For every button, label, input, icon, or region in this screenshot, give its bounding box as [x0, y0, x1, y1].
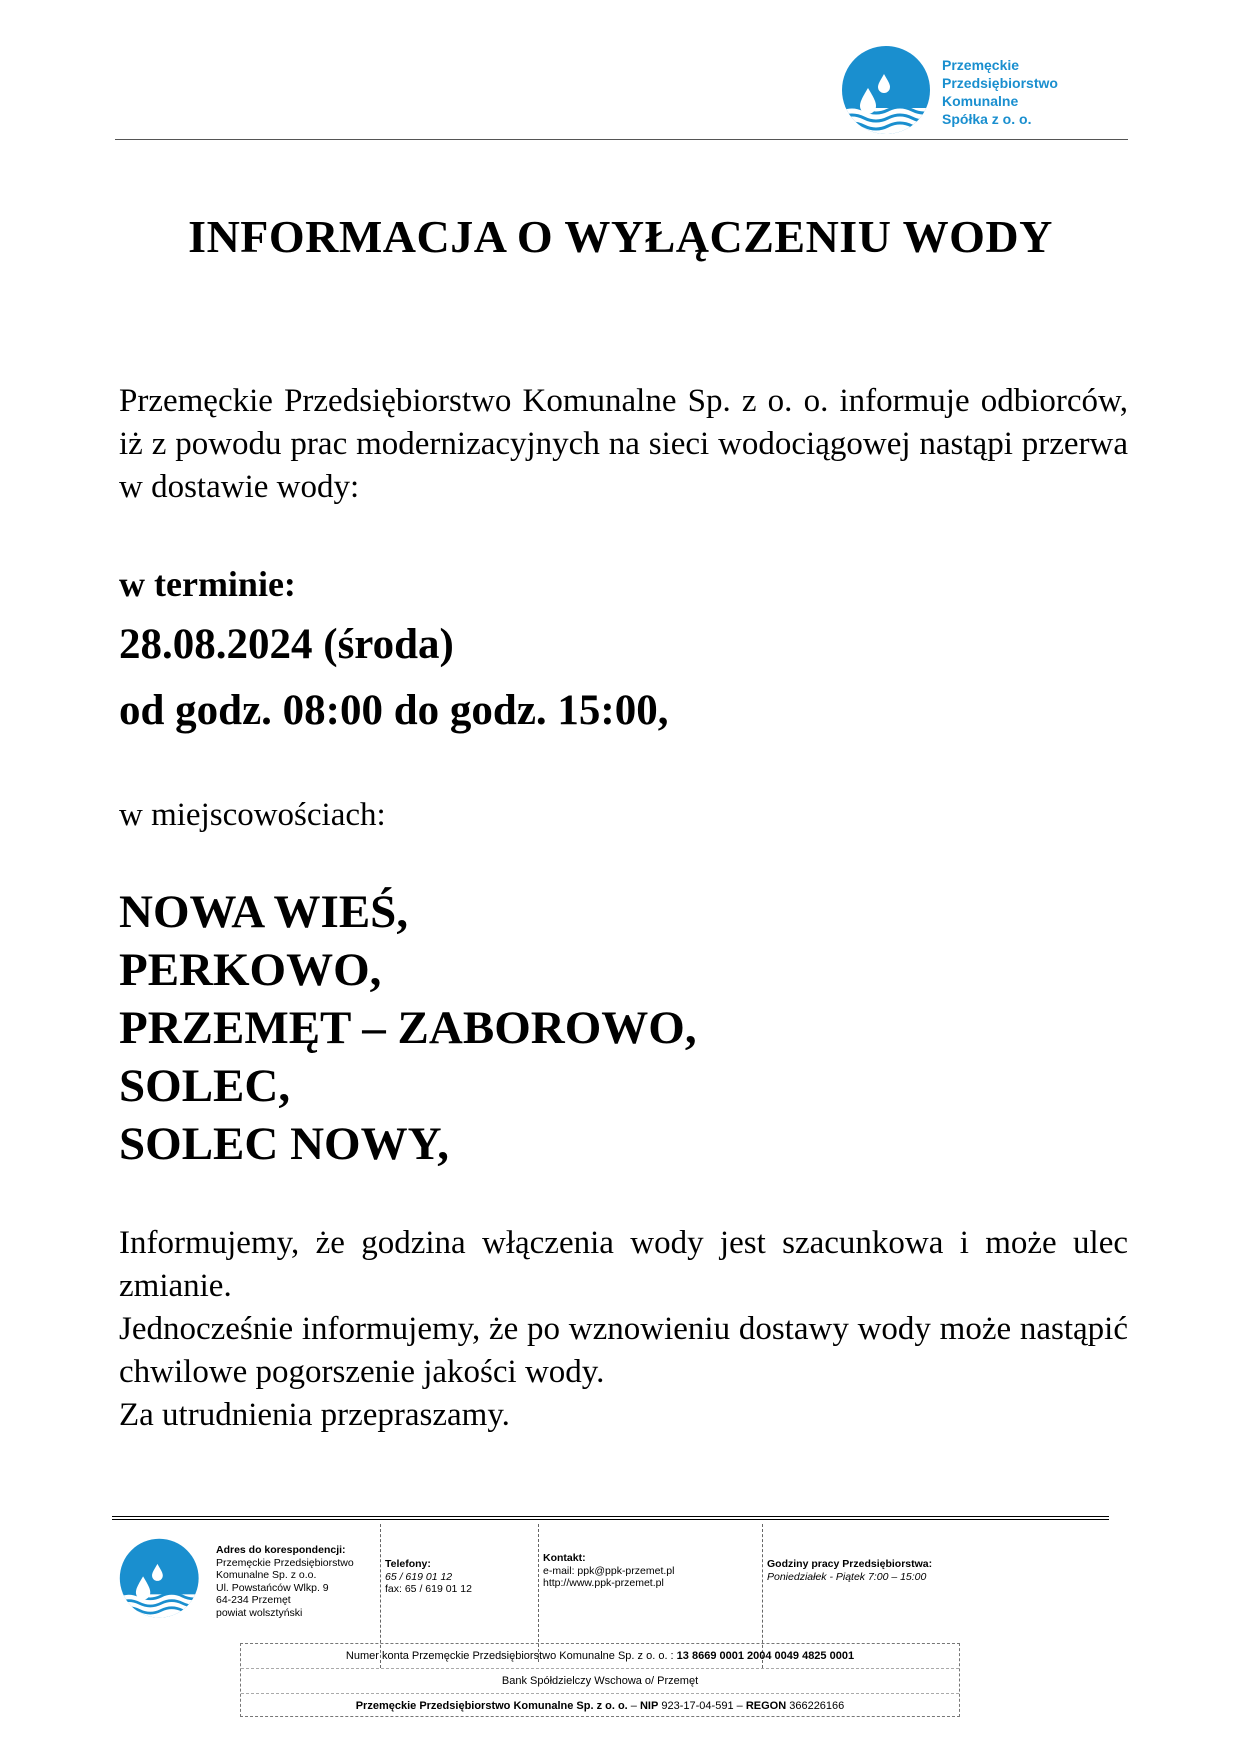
- bank-name: Bank Spółdzielczy Wschowa o/ Przemęt: [501, 1675, 699, 1687]
- bank-name-row: [241, 1668, 959, 1693]
- nip-label: NIP: [639, 1700, 659, 1712]
- brand-line: Komunalne: [942, 93, 1019, 109]
- fax-number: fax: 65 / 619 01 12: [385, 1583, 472, 1595]
- outage-date: 28.08.2024 (środa): [119, 621, 454, 668]
- address-line: Ul. Powstańców Wlkp. 9: [216, 1581, 329, 1594]
- email-link[interactable]: e-mail: ppk@ppk-przemet.pl: [543, 1564, 675, 1577]
- address-line: Przemęckie Przedsiębiorstwo: [216, 1556, 354, 1569]
- hours-value: Poniedziałek - Piątek 7:00 – 15:00: [767, 1570, 927, 1583]
- nip-value: 923-17-04-591: [661, 1700, 734, 1712]
- footer-address: [216, 1524, 376, 1654]
- water-drop-waves-icon: [118, 1537, 204, 1623]
- bank-account-row: [241, 1644, 959, 1668]
- page-title: INFORMACJA O WYŁĄCZENIU WODY: [188, 211, 1053, 262]
- account-label: Numer konta Przemęckie Przedsiębiorstwo Komunalne Sp. z o. o. :: [345, 1650, 674, 1662]
- contact-heading: Kontakt:: [543, 1552, 586, 1564]
- closing-paragraph: [119, 1222, 1128, 1437]
- website-link[interactable]: http://www.ppk-przemet.pl: [543, 1577, 664, 1589]
- brand-line: Przemęckie: [942, 57, 1020, 73]
- address-line: Komunalne Sp. z o.o.: [216, 1569, 317, 1581]
- hours-heading: Godziny pracy Przedsiębiorstwa:: [767, 1558, 933, 1570]
- account-number: 13 8669 0001 2004 0049 4825 0001: [676, 1650, 855, 1662]
- brand-line: Przedsiębiorstwo: [942, 75, 1058, 91]
- intro-paragraph: Przemęckie Przedsiębiorstwo Komunalne Sp. z o. o. informuje odbiorców, iż z powodu prac modernizacyjnych na sieci wodociągowej nastąpi przerwa w dostawie wody:: [119, 383, 1128, 505]
- address-line: powiat wolsztyński: [216, 1606, 303, 1619]
- closing-line: Za utrudnienia przepraszamy.: [119, 1397, 510, 1433]
- address-line: 64-234 Przemęt: [216, 1594, 291, 1606]
- places-label: w miejscowościach:: [119, 797, 386, 833]
- address-heading: Adres do korespondencji:: [216, 1544, 346, 1556]
- places-list: [119, 883, 697, 1173]
- footer-contact: [538, 1524, 763, 1662]
- company-name: Przemęckie Przedsiębiorstwo Komunalne Sp. z o. o.: [355, 1700, 628, 1712]
- brand-line: Spółka z o. o.: [942, 111, 1032, 127]
- regon-value: 366226166: [789, 1700, 845, 1712]
- header-divider: [115, 139, 1128, 140]
- water-drop-waves-icon: [840, 44, 936, 140]
- bank-info-box: [240, 1643, 960, 1717]
- footer-divider: [112, 1516, 1109, 1520]
- closing-line: Jednocześnie informujemy, że po wznowieniu dostawy wody może nastąpić chwilowe pogorszenie jakości wody.: [119, 1311, 1128, 1390]
- place-item: SOLEC NOWY,: [119, 1118, 449, 1170]
- company-logo: [840, 44, 1140, 144]
- phones-heading: Telefony:: [385, 1558, 431, 1570]
- company-ids-row: Przemęckie Przedsiębiorstwo Komunalne Sp. z o. o. – NIP 923-17-04-591 – REGON 366226166: [241, 1693, 959, 1718]
- outage-hours: od godz. 08:00 do godz. 15:00,: [119, 687, 669, 734]
- place-item: NOWA WIEŚ,: [119, 886, 409, 938]
- place-item: PRZEMĘT – ZABOROWO,: [119, 1002, 697, 1054]
- place-item: PERKOWO,: [119, 944, 382, 996]
- regon-label: REGON: [745, 1700, 787, 1712]
- place-item: SOLEC,: [119, 1060, 291, 1112]
- closing-line: Informujemy, że godzina włączenia wody jest szacunkowa i może ulec zmianie.: [119, 1225, 1128, 1304]
- phone-number: 65 / 619 01 12: [385, 1570, 453, 1583]
- term-label: w terminie:: [119, 564, 296, 604]
- company-name-logo-text: [942, 56, 1058, 128]
